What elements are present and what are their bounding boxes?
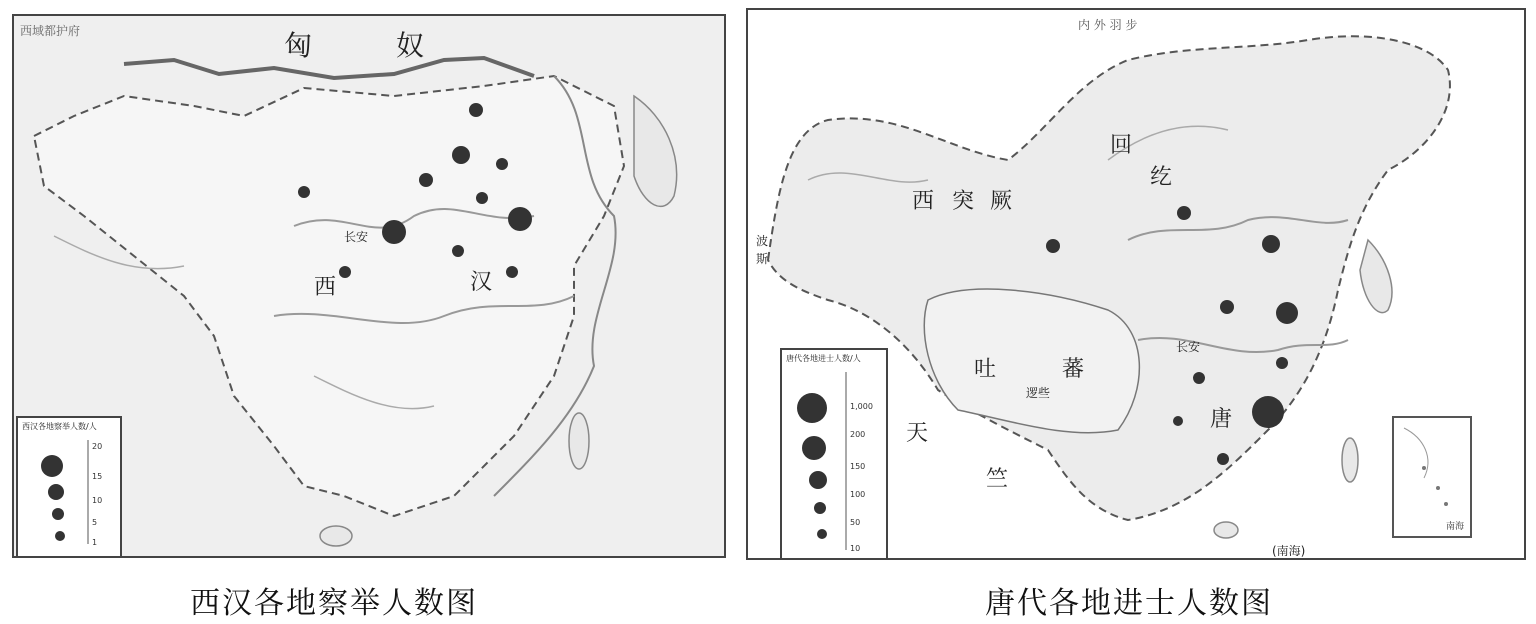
huihe-label-2: 纥 — [1150, 165, 1173, 190]
xiongnu-label-2: 奴 — [396, 29, 425, 62]
legend-value: 10 — [92, 496, 103, 505]
jinshi-dot — [1217, 453, 1229, 465]
legend-dot — [797, 393, 827, 423]
legend-value: 200 — [850, 430, 866, 439]
recommendation-dot — [298, 186, 310, 198]
xitujue-label-1: 西 — [912, 189, 935, 214]
western-han-map — [12, 14, 726, 558]
legend-value: 1 — [92, 538, 98, 547]
jinshi-dot — [1046, 239, 1060, 253]
tubo-label-2: 蕃 — [1062, 357, 1085, 382]
legend-title: 唐代各地进士人数/人 — [786, 354, 861, 363]
tubo-label-1: 吐 — [974, 357, 997, 382]
legend-value: 15 — [92, 472, 103, 481]
taiwan-island — [569, 413, 589, 469]
xitujue-label-3: 厥 — [990, 189, 1013, 214]
recommendation-dot — [339, 266, 351, 278]
korean-peninsula — [1360, 240, 1392, 313]
bosi-label-1: 波 — [756, 234, 769, 248]
jinshi-dot — [1276, 357, 1288, 369]
legend-value: 10 — [850, 544, 861, 553]
top-label: 内 外 羽 步 — [1078, 18, 1138, 32]
hainan-island — [320, 526, 352, 546]
legend-value: 100 — [850, 490, 866, 499]
xiongnu-label-1: 匈 — [284, 29, 313, 62]
legend-value: 50 — [850, 518, 861, 527]
jinshi-dot — [1220, 300, 1234, 314]
changan-label: 长安 — [1176, 340, 1201, 354]
jinshi-dot — [1276, 302, 1298, 324]
recommendation-dot — [496, 158, 508, 170]
jinshi-dot — [1252, 396, 1284, 428]
south-sea-inset — [1392, 416, 1472, 538]
recommendation-dot — [452, 146, 470, 164]
legend-dot — [41, 455, 63, 477]
legend-dot — [809, 471, 827, 489]
xi-label: 西 — [314, 275, 337, 300]
legend-dot — [52, 508, 64, 520]
tang-label: 唐 — [1210, 407, 1233, 432]
legend-symbols — [18, 418, 124, 558]
legend-value: 20 — [92, 442, 103, 451]
western-han-caption: 西汉各地察举人数图 — [190, 586, 478, 621]
jinshi-dot — [1262, 235, 1280, 253]
tubo-region — [924, 289, 1139, 433]
bosi-label-2: 斯 — [756, 252, 769, 266]
western-han-legend — [16, 416, 122, 558]
legend-title: 西汉各地察举人数/人 — [22, 422, 97, 431]
legend-dot — [48, 484, 64, 500]
xitujue-label-2: 突 — [952, 189, 975, 214]
changan-label: 长安 — [344, 230, 369, 244]
northern-border — [124, 58, 534, 78]
hainan-island — [1214, 522, 1238, 538]
legend-symbols — [782, 350, 890, 560]
legend-value: 5 — [92, 518, 98, 527]
jinshi-dot — [1173, 416, 1183, 426]
legend-dot — [802, 436, 826, 460]
jinshi-dot — [1193, 372, 1205, 384]
legend-dot — [817, 529, 827, 539]
western-regions-label: 西域都护府 — [20, 24, 81, 38]
taiwan-island — [1342, 438, 1358, 482]
legend-value: 150 — [850, 462, 866, 471]
tang-legend — [780, 348, 888, 560]
recommendation-dot — [476, 192, 488, 204]
tianzhu-label-2: 竺 — [986, 467, 1009, 492]
tianzhu-label-1: 天 — [906, 421, 929, 446]
jinshi-dot — [1177, 206, 1191, 220]
tang-map — [746, 8, 1526, 560]
recommendation-dot — [382, 220, 406, 244]
legend-dot — [814, 502, 826, 514]
nanhai-label: (南海) — [1272, 544, 1306, 558]
recommendation-dot — [419, 173, 433, 187]
korean-peninsula — [634, 96, 677, 206]
legend-value: 1,000 — [850, 402, 873, 411]
han-label: 汉 — [470, 270, 493, 295]
recommendation-dot — [469, 103, 483, 117]
recommendation-dot — [508, 207, 532, 231]
huihe-label-1: 回 — [1110, 133, 1133, 158]
legend-dot — [55, 531, 65, 541]
inset-label: 南海 — [1445, 522, 1464, 532]
recommendation-dot — [452, 245, 464, 257]
luoxie-label: 逻些 — [1026, 386, 1051, 400]
tang-caption: 唐代各地进士人数图 — [985, 586, 1273, 621]
recommendation-dot — [506, 266, 518, 278]
